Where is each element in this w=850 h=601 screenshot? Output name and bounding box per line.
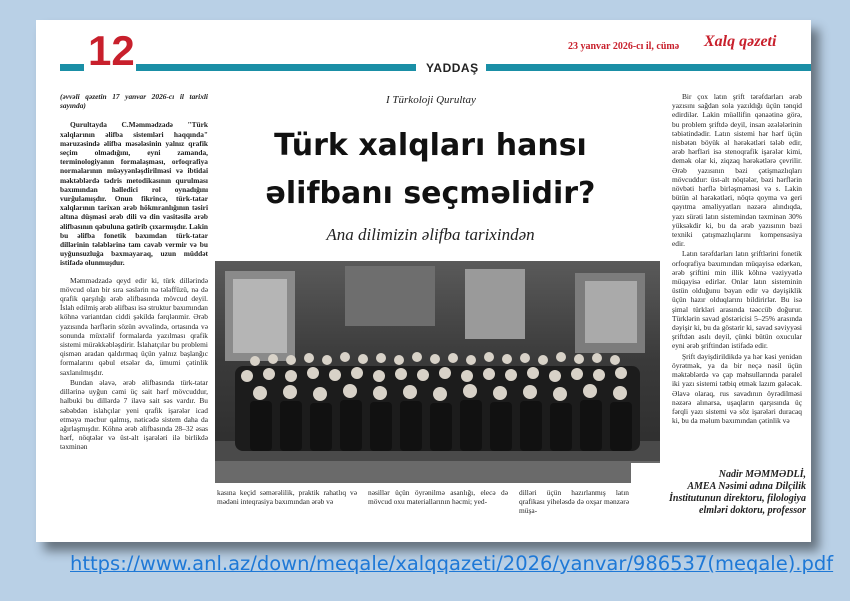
author-affiliation-1: AMEA Nəsimi adına Dilçilik — [687, 481, 806, 492]
body-paragraph: Şrift dəyişdirildikdə ya hər kəsi yenidən öyrətmək, ya da bir neçə nəsil üçün məktəblərdə və çap məhsullarında paralel iki yazı sistemi tətbiq etmək lazım gələcək. Əlavə olaraq, rus savadının öyrədilməsi nəzərə alınarsa, uşaqların qarşısında üç fərqli yazı sistemi və söz işarələri duracaq ki, bu da məlum baxımından çətinlik və — [672, 351, 802, 426]
newspaper-page — [36, 20, 811, 542]
section-label: YADDAŞ — [426, 61, 479, 75]
source-link[interactable]: https://www.anl.az/down/meqale/xalqqazeti/2026/yanvar/986537(meqale).pdf — [70, 552, 834, 575]
newspaper-name: Xalq qəzeti — [704, 33, 777, 50]
page-number: 12 — [88, 27, 135, 74]
article-kicker: I Türkoloji Qurultay — [386, 94, 476, 106]
title-line-1: Türk xalqları hansı — [274, 128, 587, 163]
bottom-column-1: kasına keçid səmərəlilik, praktik rahatlıq və mədəni inteqrasiya baxımından ərəb və — [217, 488, 357, 507]
body-paragraph: Bir çox latın şrift tərəfdarları ərəb yazısını sağdan sola yazıldığı üçün tənqid edirdilər. Lakin müəllifin qənaətinə görə, bu problem şriftdə deyil, insan əzələlərinin təbiətindədir. Latın sistemi hər hərf üçün nisbətən böyük əl hərəkətləri tələb edir, ərəb hərfləri isə stenoqrafik işarələr kimi, demək olar ki, ziqzaq hərəkətlərə çevrilir. Ərəb yazısının bəzi çətişmazlıqları mövcuddur: üst-alt nöqtələr, bəzi hərflərin növbəti hərflə birləşməməsi və s. Lakin bütün əl hərəkətləri, nöqtə qoyma və geri qayıtma əməliyyatları nəzərə alındıqda, yazı sürəti latın sistemindən təxminən 30% yüksəkdir ki, bu da ərəb yazısının bəzi texniki çatışmazlıqlarını kompensasiya edir. — [672, 92, 802, 249]
article-title — [218, 122, 643, 218]
author-name: Nadir MƏMMƏDLİ, — [718, 469, 806, 480]
lead-text: Qurultayda C.Məmmədzadə "Türk xalqlarının əlifba sistemləri haqqında" məruzəsində əlifba məsələsinin yalnız qrafik seçim olmadığını, eyni zamanda, terminologiyanın formalaşması, orfoqrafiya normalarının müəyyənləşdirilməsi və ibtidai məktəblərdə tədris metodikasının qurulması baxımından həlledici rol oynadığını vurğulamışdır. Onun fikrincə, türk-tatar xalqlarının tarixən ərəb hökmranlığının təsiri altına düşməsi ərəb dili və din vasitəsilə ərəb əlifbasının qəbuluna gətirib çıxarmışdır. Lakin bu əlifba fonetik baxımdan türk-tatar dillərinin tələblərinə tam cavab vermir və bu uyğunsuzluğa baxmayaraq, uzun müddət istifadə olunmuşdur. — [60, 120, 208, 268]
body-paragraph: Bundan əlavə, ərəb əlifbasında türk-tatar dillərinə uyğun cəmi üç sait hərf mövcuddur, halbuki bu dillərdə 7 ilavə sait səs vardır. Bu səbəbdən islahçılar yeni qrafik işarələr icad etməyə məcbur qalmış, nəticədə sistem daha da ağırlaşmışdır. Köhnə ərəb əlifbasında 28–32 əsas hərf, nöqtələr və üst-alt işarələri ilə birlikdə təxminən — [60, 377, 208, 452]
right-column — [672, 92, 802, 426]
header-bar-right — [486, 64, 811, 71]
issue-date: 23 yanvar 2026-cı il, cümə — [568, 41, 680, 52]
article-subtitle: Ana dilimizin əlifba tarixindən — [326, 225, 535, 244]
author-affiliation-2: İnstitutunun direktoru, filologiya — [669, 493, 806, 504]
bottom-column-2: nəsillər üçün öyrənilmə asanlığı, elecə də mövcud oxu materiallarının həcmi; yed- — [368, 488, 508, 507]
author-affiliation-3: elmləri doktoru, professor — [699, 505, 806, 516]
body-paragraph: Latın tərəfdarları latın şriftlərini fonetik orfoqrafiya baxımından müqayisə edərkən, ərəb şriftini min illik köhnə vəziyyətlə müqayisə edirlər. Onlar latın sisteminin üstün olduğunu bəyan edir və dəyişiklik üçün hazır olduqlarını bildirirlər. Bu isə şimal türkləri arasında təəccüb doğurur. Türklərin savad göstəricisi 5–25% arasında dəyişir ki, bu da göstərir ki, savad səviyyəsi şriftdən asılı deyil, çünki bütün oxucular eyni ərəb şriftindən istifadə edir. — [672, 249, 802, 351]
header-bar-left — [60, 64, 84, 71]
bottom-column-3: dilləri üçün hazırlanmış latın qrafikası yiheləsdə də oxşar mənzərə müşa- — [519, 488, 629, 516]
body-paragraph: Məmmədzadə qeyd edir ki, türk dillərində mövcud olan bir sıra səslərin nə tələffüzü, nə də qrafik qarşılığı ərəb əlifbasında mövcud deyil. İslah edilmiş ərəb əlifbası isə struktur baxımından köhnə variantdan ciddi şəkildə fərqlənmir. Ərəb yazısında hərflərin sözün əvvəlində, ortasında və sonunda müxtəlif formalarda yazılması qrafik sistemi mürəkkəbləşdirir. İslahatçılar bu problemi qismən aradan qaldırmaq üçün yalnız başlanğıc formalarını qəbul etsələr də, ümumi çətinlik saxlanılmışdır. — [60, 275, 208, 377]
group-photo — [215, 261, 660, 483]
left-column — [60, 92, 208, 453]
lead-paragraph — [60, 120, 208, 267]
author-byline — [631, 463, 810, 523]
continuation-note: (əvvəli qəzetin 17 yanvar 2026-cı il tarixli sayında) — [60, 92, 208, 111]
header-bar-mid — [136, 64, 416, 71]
title-line-2: əlifbanı seçməlidir? — [265, 176, 596, 211]
